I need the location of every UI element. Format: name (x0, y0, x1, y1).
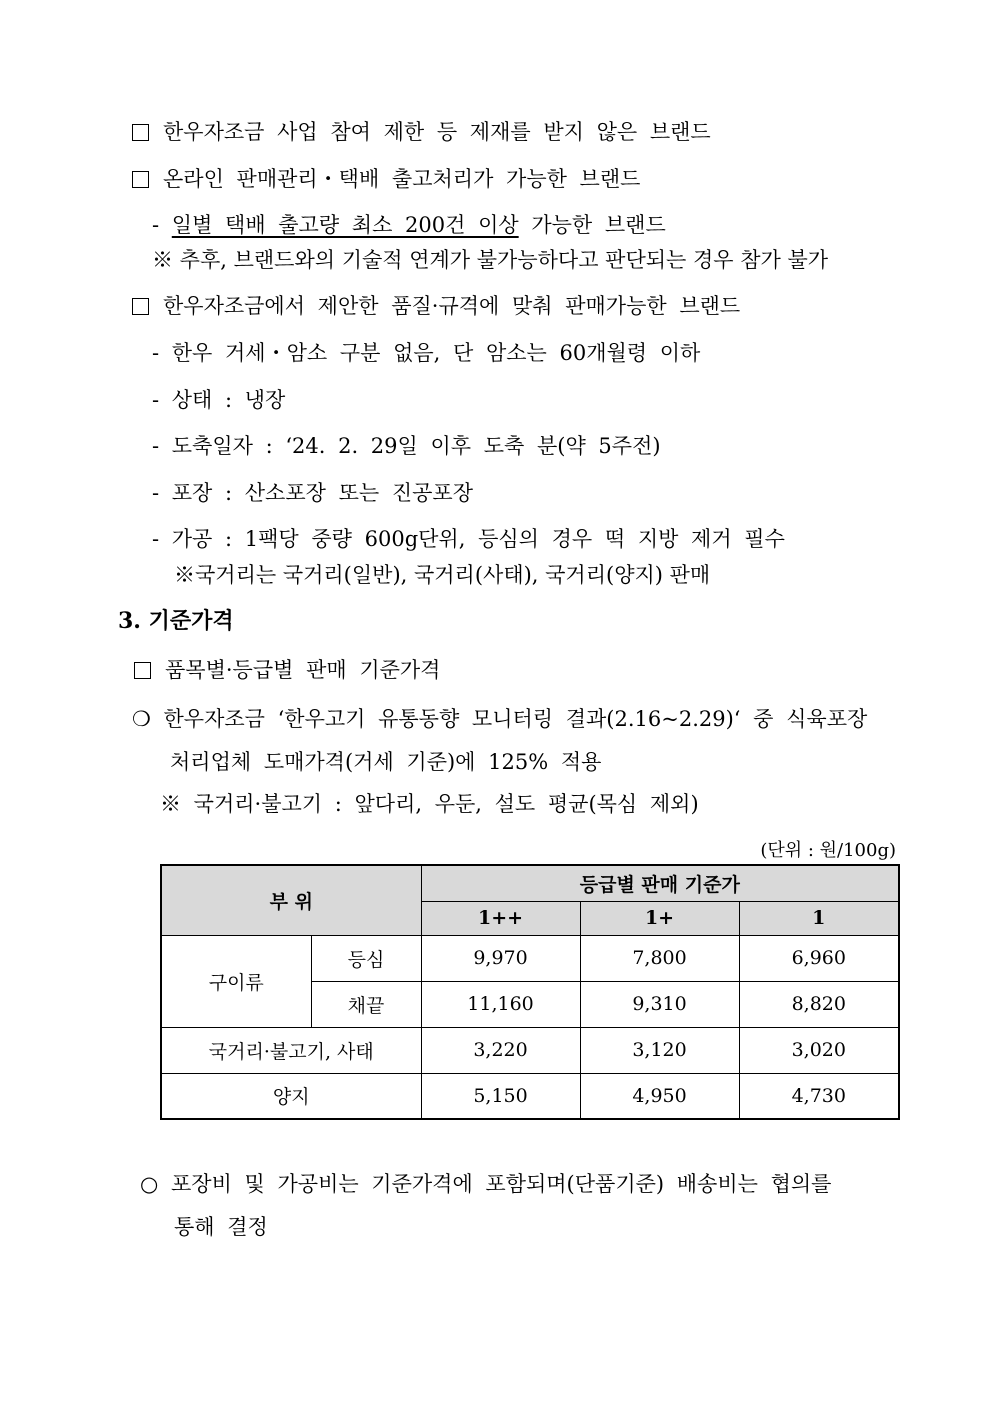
shipping-note: ※ 추후, 브랜드와의 기술적 연계가 불가능하다고 판단되는 경우 참가 불가 (152, 248, 829, 272)
table-row (161, 1073, 899, 1119)
price-cell: 11,160 (421, 981, 580, 1027)
header-grade: 등급별 판매 기준가 (421, 865, 899, 901)
price-cell: 3,120 (580, 1027, 739, 1073)
bullet-line: ❍ 한우자조금 ‘한우고기 유통동향 모니터링 결과(2.16~2.29)‘ 중 식육포장 (132, 707, 868, 731)
quality-item: - 한우 거세・암소 구분 없음, 단 암소는 60개월령 이하 (152, 341, 701, 365)
unit-label: (단위 : 원/100g) (760, 840, 896, 861)
grade-header: 1++ (421, 901, 580, 935)
requirement-rest: 가능한 브랜드 (518, 213, 666, 237)
grade-header: 1+ (580, 901, 739, 935)
cut-name: 등심 (311, 935, 421, 981)
criteria-item (132, 118, 711, 146)
header-part: 부 위 (161, 865, 421, 935)
price-cell: 6,960 (739, 935, 899, 981)
section-heading: 3. 기준가격 (118, 608, 234, 634)
price-cell: 5,150 (421, 1073, 580, 1119)
price-note: ※ 국거리·불고기 : 앞다리, 우둔, 설도 평균(목심 제외) (160, 792, 699, 816)
quality-item: - 가공 : 1팩당 중량 600g단위, 등심의 경우 떡 지방 제거 필수 (152, 527, 785, 551)
criteria-text: 한우자조금 사업 참여 제한 등 제재를 받지 않은 브랜드 (163, 120, 711, 144)
price-cell: 7,800 (580, 935, 739, 981)
quality-note: ※국거리는 국거리(일반), 국거리(사태), 국거리(양지) 판매 (174, 563, 711, 587)
criteria-item (132, 292, 740, 320)
criteria-text: 한우자조금에서 제안한 품질·규격에 맞춰 판매가능한 브랜드 (163, 294, 741, 318)
price-cell: 4,950 (580, 1073, 739, 1119)
criteria-item (132, 165, 640, 193)
underlined-requirement: 일별 택배 출고량 최소 200건 이상 (171, 213, 519, 237)
checkbox-square-icon (132, 171, 149, 188)
section-sub-text: 품목별·등급별 판매 기준가격 (165, 658, 441, 682)
grade-header: 1 (739, 901, 899, 935)
quality-item: - 상태 : 냉장 (152, 388, 286, 412)
cut-name: 채끝 (311, 981, 421, 1027)
price-cell: 4,730 (739, 1073, 899, 1119)
price-table (160, 864, 900, 1120)
footer-line: 통해 결정 (174, 1215, 268, 1239)
criteria-text: 온라인 판매관리・택배 출고처리가 가능한 브랜드 (163, 167, 641, 191)
table-row (161, 1027, 899, 1073)
dash: - (152, 213, 172, 237)
price-cell: 8,820 (739, 981, 899, 1027)
shipping-requirement (152, 211, 666, 239)
quality-item: - 도축일자 : ‘24. 2. 29일 이후 도축 분(약 5주전) (152, 434, 661, 458)
group-label: 구이류 (161, 935, 311, 1027)
section-sub (134, 656, 440, 684)
cut-name: 양지 (161, 1073, 421, 1119)
price-cell: 9,310 (580, 981, 739, 1027)
bullet-line: 처리업체 도매가격(거세 기준)에 125% 적용 (170, 750, 602, 774)
checkbox-square-icon (134, 662, 151, 679)
price-cell: 9,970 (421, 935, 580, 981)
cut-name: 국거리·불고기, 사태 (161, 1027, 421, 1073)
table-row (161, 935, 899, 981)
quality-item: - 포장 : 산소포장 또는 진공포장 (152, 481, 473, 505)
checkbox-square-icon (132, 124, 149, 141)
footer-line: ○ 포장비 및 가공비는 기준가격에 포함되며(단품기준) 배송비는 협의를 (140, 1172, 832, 1196)
price-cell: 3,220 (421, 1027, 580, 1073)
price-cell: 3,020 (739, 1027, 899, 1073)
checkbox-square-icon (132, 298, 149, 315)
